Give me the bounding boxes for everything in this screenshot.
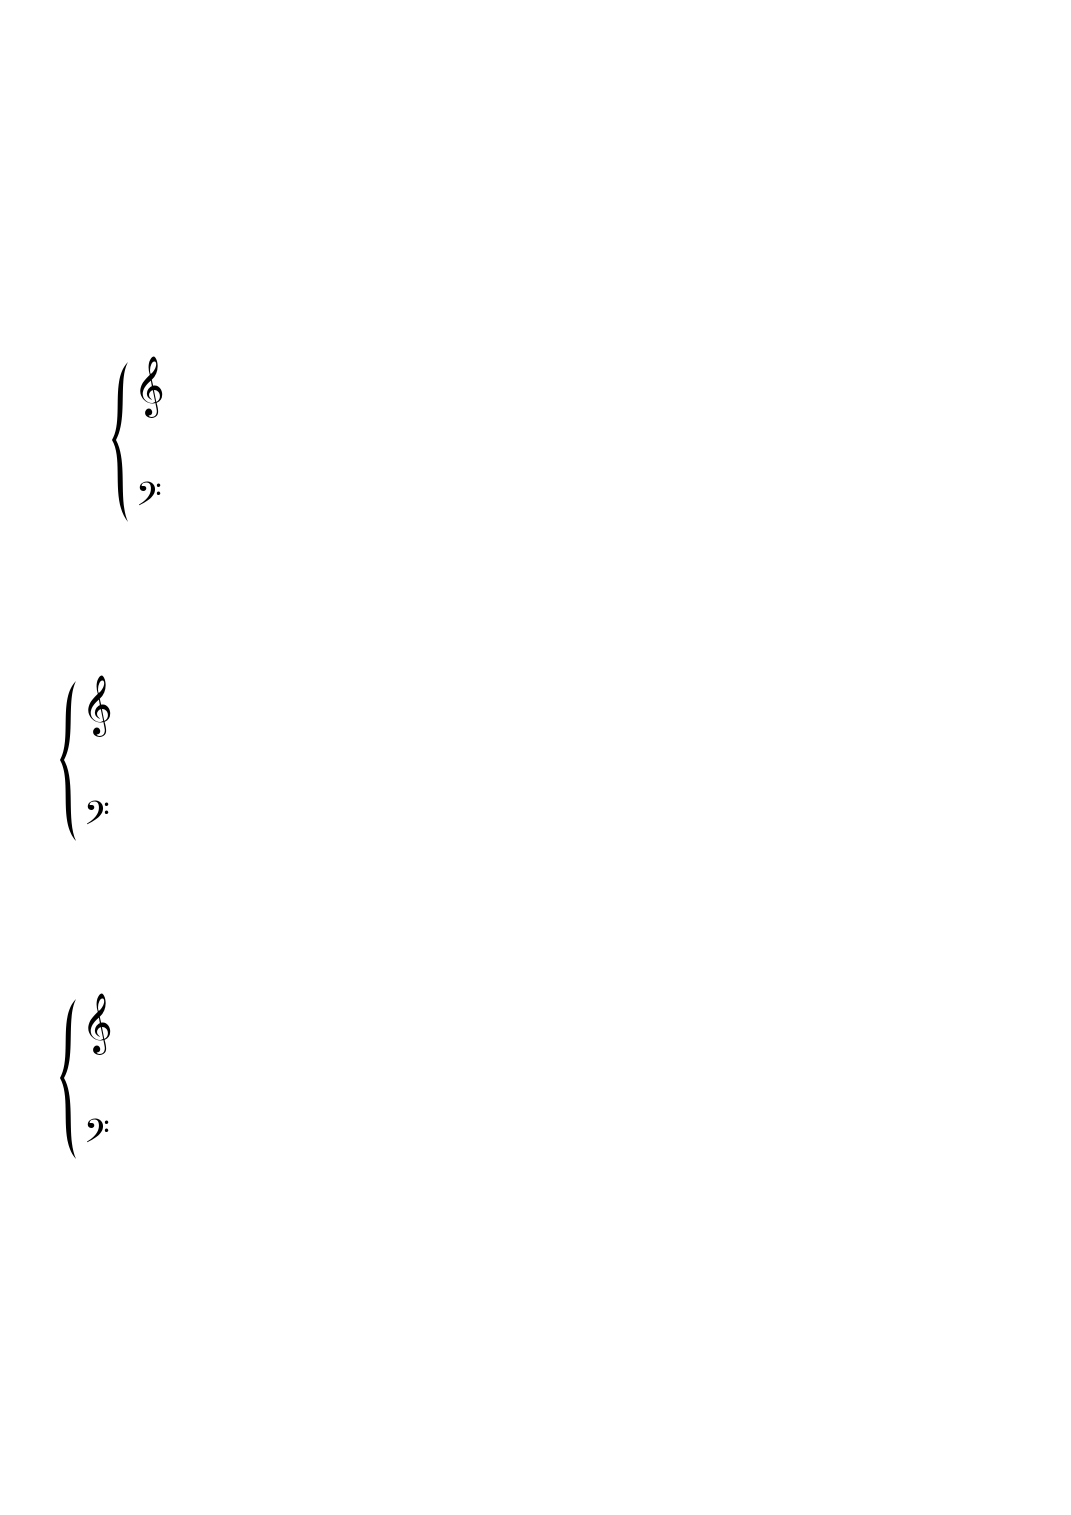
bass-clef: 𝄢 — [136, 476, 162, 522]
system-1 — [112, 356, 165, 522]
brace — [112, 362, 128, 522]
treble-clef: 𝄞 — [134, 356, 165, 416]
system-2 — [60, 675, 113, 841]
brace — [60, 999, 76, 1159]
bass-clef: 𝄢 — [84, 1113, 110, 1159]
treble-clef: 𝄞 — [82, 675, 113, 735]
system-3 — [0, 0, 113, 1159]
brace — [60, 681, 76, 841]
bass-clef: 𝄢 — [84, 795, 110, 841]
treble-clef: 𝄞 — [82, 993, 113, 1053]
